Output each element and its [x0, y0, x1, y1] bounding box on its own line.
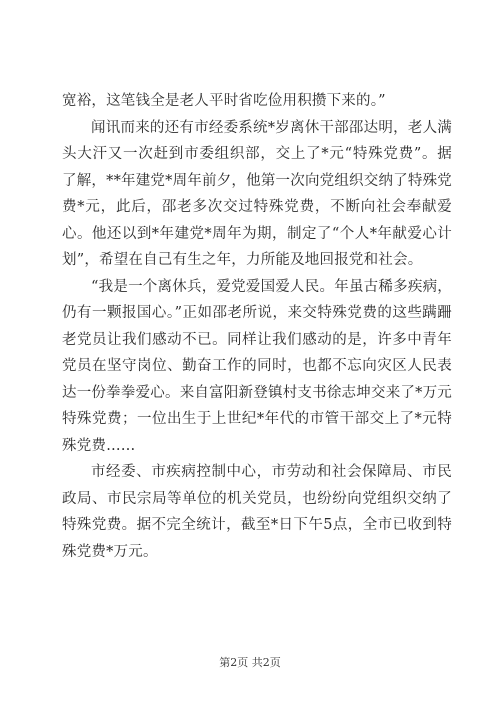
paragraph-4: 市经委、市疾病控制中心，市劳动和社会保障局、市民政局、市民宗局等单位的机关党员，也纷纷向党组织交纳了特殊党费。据不完全统计，截至*日下午5点，全市已收到特殊党费*万元。: [62, 464, 452, 560]
paragraph-2: 闻讯而来的还有市经委系统*岁离休干部邵达明，老人满头大汗又一次赶到市委组织部，交上了*元“特殊党费”。据了解，**年建党*周年前夕，他第一次向党组织交纳了特殊党费*元，此后，邵老多次交过特殊党费，不断向社会奉献爱心。他还以到*年建党*周年为期，制定了“个人*年献爱心计划”，希望在自己有生之年，力所能及地回报党和社会。: [62, 119, 452, 268]
paragraph-3: “我是一个离休兵，爱党爱国爱人民。年虽古稀多疾病，仍有一颗报国心。”正如邵老所说，来交特殊党费的这些蹒跚老党员让我们感动不已。同样让我们感动的是，许多中青年党员在坚守岗位、勤奋工作的同时，也都不忘向灾区人民表达一份拳拳爱心。来自富阳新登镇村支书徐志坤交来了*万元特殊党费；一位出生于上世纪*年代的市管干部交上了*元特殊党费……: [62, 278, 452, 454]
paragraph-1: 宽裕，这笔钱全是老人平时省吃俭用积攒下来的。”: [62, 93, 386, 109]
document-body: [62, 88, 452, 565]
page-number-footer: 第2页 共2页: [219, 656, 281, 669]
